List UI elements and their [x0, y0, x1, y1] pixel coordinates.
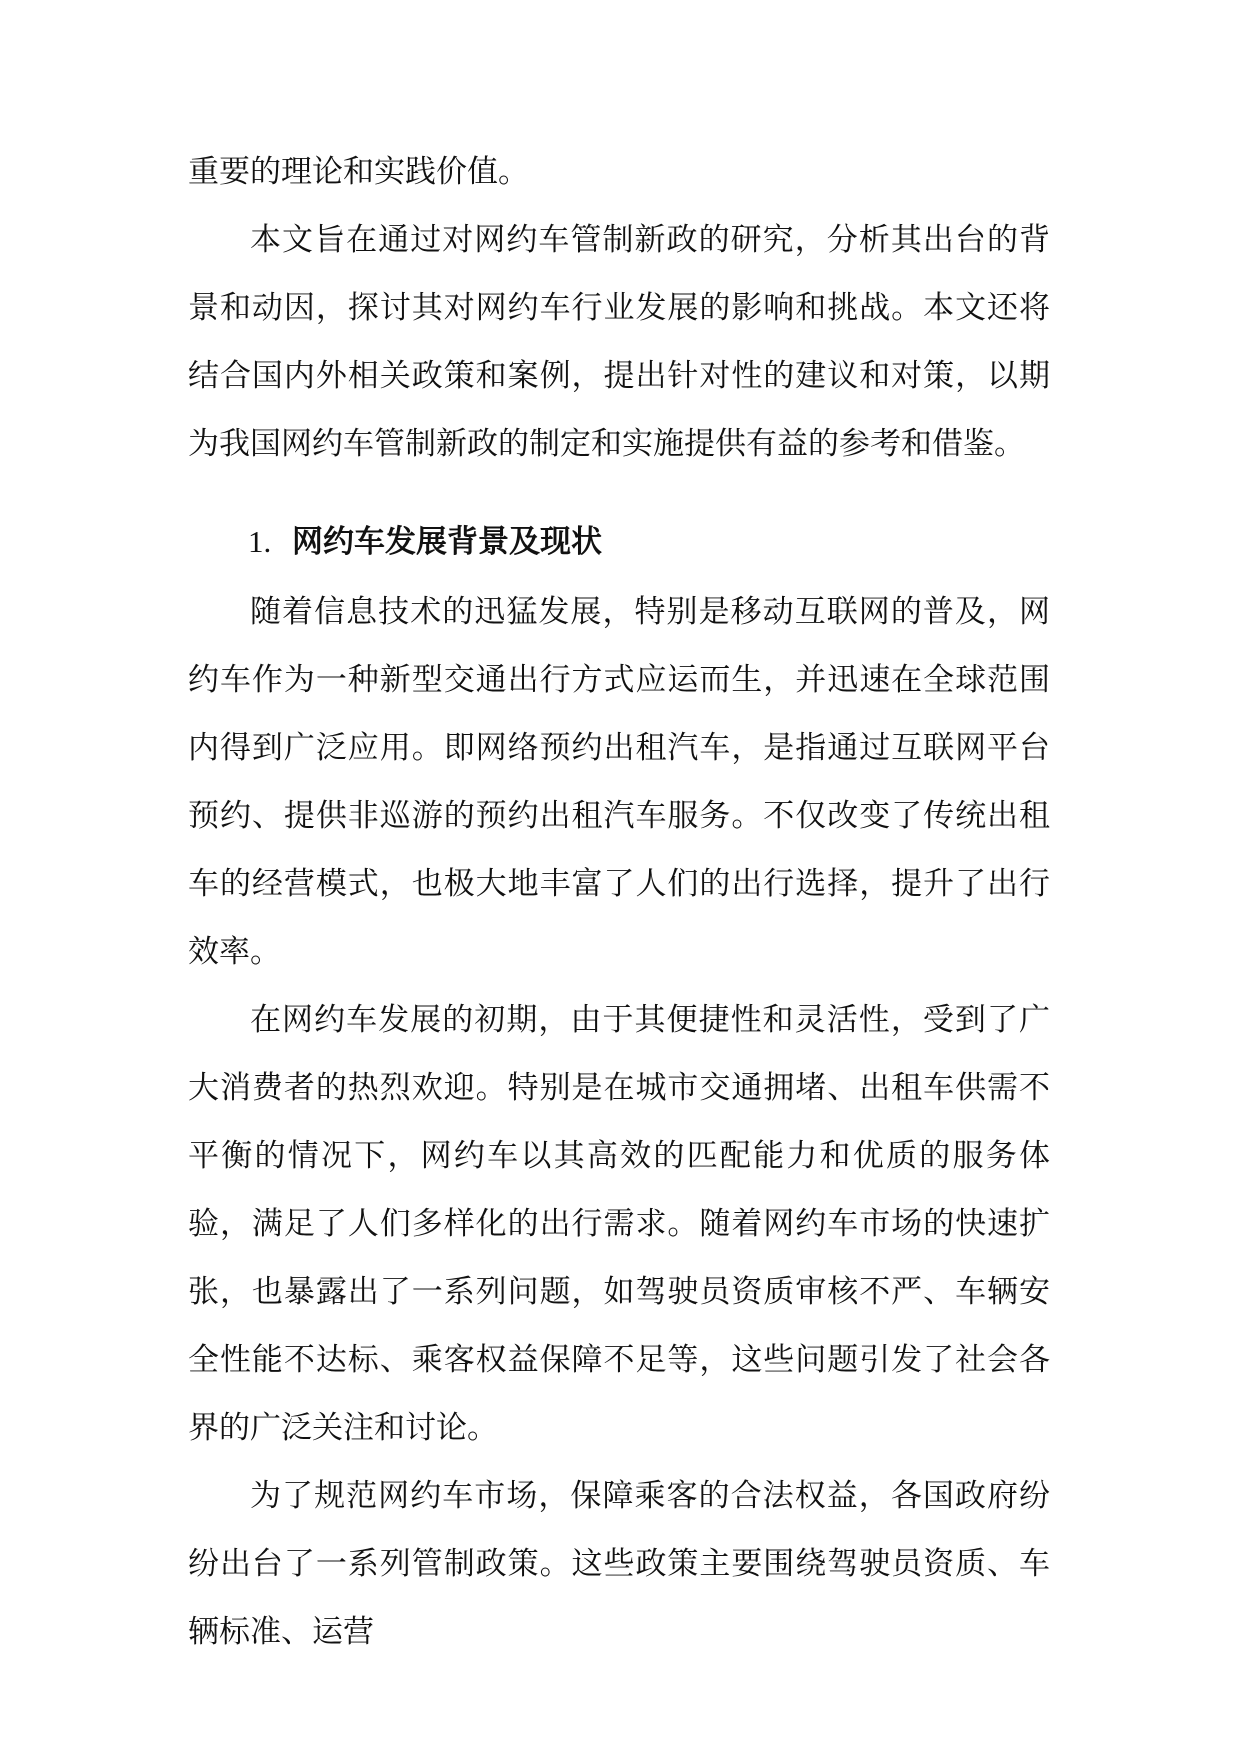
paragraph-purpose: 本文旨在通过对网约车管制新政的研究，分析其出台的背景和动因，探讨其对网约车行业发展的影响和挑战。本文还将结合国内外相关政策和案例，提出针对性的建议和对策，以期为我国网约车管制新政的制定和实施提供有益的参考和借鉴。: [188, 222, 1050, 462]
document-page: [188, 138, 1050, 1666]
paragraph-early-development: 在网约车发展的初期，由于其便捷性和灵活性，受到了广大消费者的热烈欢迎。特别是在城市交通拥堵、出租车供需不平衡的情况下，网约车以其高效的匹配能力和优质的服务体验，满足了人们多样化的出行需求。随着网约车市场的快速扩张，也暴露出了一系列问题，如驾驶员资质审核不严、车辆安全性能不达标、乘客权益保障不足等，这些问题引发了社会各界的广泛关注和讨论。: [188, 1002, 1050, 1446]
section-title: 网约车发展背景及现状: [292, 524, 602, 560]
section-heading: [188, 508, 1050, 576]
paragraph-background: 随着信息技术的迅猛发展，特别是移动互联网的普及，网约车作为一种新型交通出行方式应运而生，并迅速在全球范围内得到广泛应用。即网络预约出租汽车，是指通过互联网平台预约、提供非巡游的预约出租汽车服务。不仅改变了传统出租车的经营模式，也极大地丰富了人们的出行选择，提升了出行效率。: [188, 594, 1050, 970]
paragraph-continuation: 重要的理论和实践价值。: [188, 154, 529, 190]
paragraph-regulation: 为了规范网约车市场，保障乘客的合法权益，各国政府纷纷出台了一系列管制政策。这些政策主要围绕驾驶员资质、车辆标准、运营: [188, 1478, 1050, 1650]
section-number: 1.: [248, 524, 272, 559]
